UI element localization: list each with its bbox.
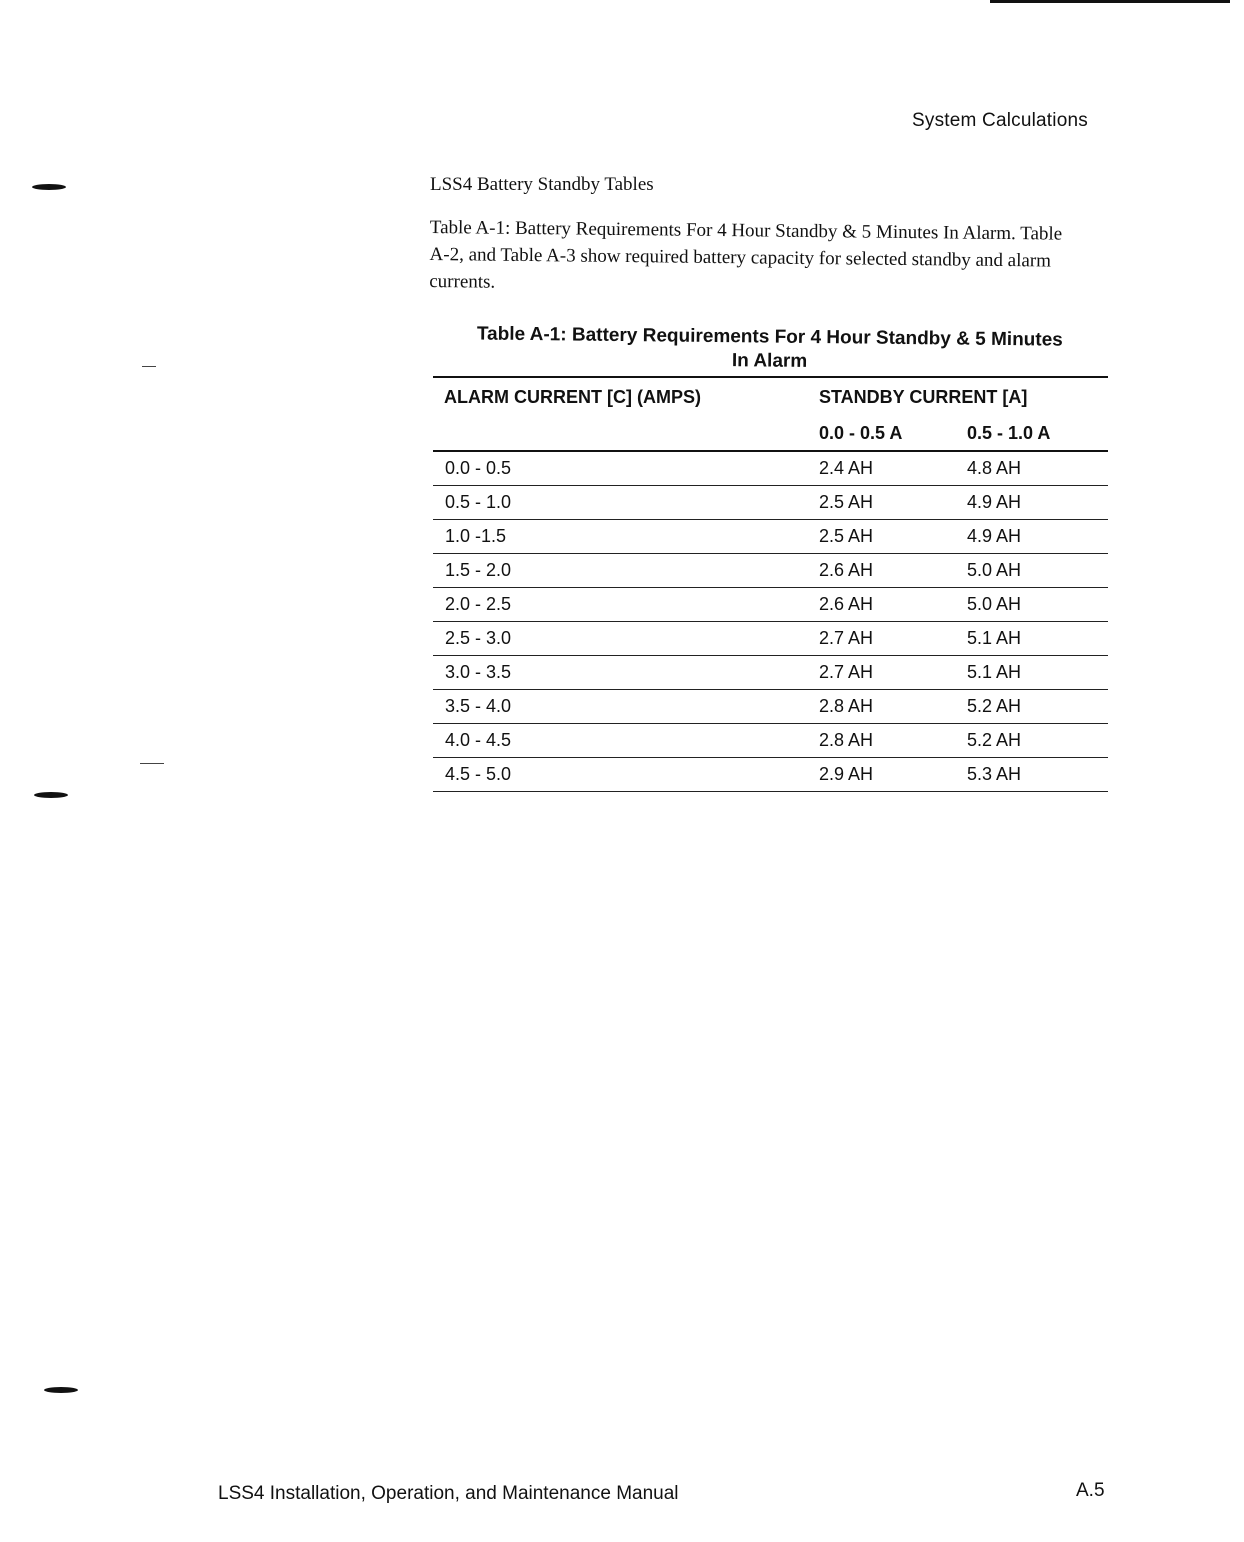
capacity-cell-high: 5.2 AH (967, 724, 1108, 758)
capacity-cell-low: 2.5 AH (819, 486, 967, 520)
table-caption (431, 322, 1107, 377)
alarm-range-cell: 3.5 - 4.0 (433, 690, 819, 724)
table-header-row (433, 377, 1108, 416)
capacity-cell-low: 2.7 AH (819, 656, 967, 690)
scan-mark (34, 792, 68, 798)
table-row (433, 588, 1108, 622)
scan-dash (140, 763, 164, 764)
scan-dash (142, 366, 156, 367)
alarm-range-cell: 1.5 - 2.0 (433, 554, 819, 588)
capacity-cell-low: 2.8 AH (819, 690, 967, 724)
table-row (433, 690, 1108, 724)
capacity-cell-low: 2.8 AH (819, 724, 967, 758)
table-row (433, 451, 1108, 486)
battery-requirements-table (433, 376, 1108, 792)
capacity-cell-low: 2.4 AH (819, 451, 967, 486)
standby-current-header: STANDBY CURRENT [A] (819, 377, 1108, 416)
capacity-cell-high: 4.9 AH (967, 520, 1108, 554)
scan-edge-line (990, 0, 1230, 3)
capacity-cell-high: 5.0 AH (967, 554, 1108, 588)
capacity-cell-low: 2.6 AH (819, 588, 967, 622)
capacity-cell-low: 2.6 AH (819, 554, 967, 588)
table-caption-line2: In Alarm (731, 350, 808, 372)
scan-mark (32, 184, 66, 190)
table-row (433, 554, 1108, 588)
scan-mark (44, 1387, 78, 1393)
alarm-range-cell: 2.5 - 3.0 (433, 622, 819, 656)
table-row (433, 656, 1108, 690)
table-caption-line1: Table A-1: Battery Requirements For 4 Hour Standby & 5 Minutes (476, 323, 1063, 351)
capacity-cell-high: 5.0 AH (967, 588, 1108, 622)
table-body (433, 451, 1108, 792)
capacity-cell-high: 5.3 AH (967, 758, 1108, 792)
capacity-cell-high: 4.9 AH (967, 486, 1108, 520)
battery-table (433, 376, 1108, 792)
page-number: A.5 (1076, 1480, 1105, 1501)
capacity-cell-low: 2.9 AH (819, 758, 967, 792)
capacity-cell-high: 5.2 AH (967, 690, 1108, 724)
alarm-range-cell: 3.0 - 3.5 (433, 656, 819, 690)
table-row (433, 724, 1108, 758)
footer-manual-title: LSS4 Installation, Operation, and Maintenance Manual (218, 1483, 679, 1504)
alarm-range-cell: 1.0 -1.5 (433, 520, 819, 554)
alarm-range-cell: 4.0 - 4.5 (433, 724, 819, 758)
running-header: System Calculations (912, 110, 1088, 131)
standby-subheader-1: 0.0 - 0.5 A (819, 416, 967, 451)
alarm-range-cell: 4.5 - 5.0 (433, 758, 819, 792)
capacity-cell-high: 4.8 AH (967, 451, 1108, 486)
alarm-current-header: ALARM CURRENT [C] (AMPS) (433, 377, 819, 416)
alarm-range-cell: 2.0 - 2.5 (433, 588, 819, 622)
section-title: LSS4 Battery Standby Tables (430, 174, 654, 195)
alarm-range-cell: 0.0 - 0.5 (433, 451, 819, 486)
capacity-cell-high: 5.1 AH (967, 656, 1108, 690)
subheader-spacer (433, 416, 819, 451)
table-row (433, 520, 1108, 554)
intro-paragraph: Table A-1: Battery Requirements For 4 Hour Standby & 5 Minutes In Alarm. Table A-2, and Table A-3 show required battery capacity for selected standby and alarm currents. (429, 216, 1063, 293)
capacity-cell-low: 2.7 AH (819, 622, 967, 656)
capacity-cell-high: 5.1 AH (967, 622, 1108, 656)
capacity-cell-low: 2.5 AH (819, 520, 967, 554)
standby-subheader-2: 0.5 - 1.0 A (967, 416, 1108, 451)
table-subheader-row (433, 416, 1108, 451)
alarm-range-cell: 0.5 - 1.0 (433, 486, 819, 520)
table-row (433, 758, 1108, 792)
table-row (433, 622, 1108, 656)
table-row (433, 486, 1108, 520)
